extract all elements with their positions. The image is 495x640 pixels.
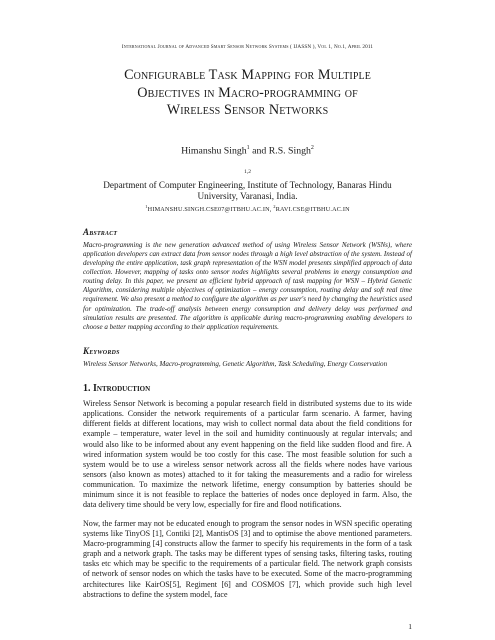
affiliation-line-2: University, Varanasi, India.: [197, 190, 298, 201]
section-1-paragraph-1: Wireless Sensor Network is becoming a popular research field in distributed systems due to its wide applications. Consider the network requirements of a particular farm scenario. A farmer, having different fields at different locations, may wish to collect normal data about the field conditions for example – temperature, water level in the soil and humidity continuously at regular intervals; and would also like to be informed about any event happening on the field like sudden flood and fire. A wired information system would be too costly for this case. The most feasible solution for such a system would be to use a wireless sensor network across all the fields where nodes have various sensors (also known as motes) attached to it for taking the measurements and a radio for wireless communication. To maximize the network lifetime, energy consumption by batteries should be minimum since it is not feasible to replace the batteries of nodes once deployed in farm. Also, the data delivery time should be very low, especially for fire and flood notifications.: [83, 398, 412, 510]
email-1: HIMANSHU.SINGH.CSE07@ITBHU.AC.IN,: [147, 205, 274, 213]
author-list: [83, 145, 412, 156]
email-2: RAVI.CSE@ITBHU.AC.IN: [275, 205, 350, 213]
page-number: 1: [408, 622, 412, 631]
abstract-text: Macro-programming is the new generation advanced method of using Wireless Sensor Network (WSNs), where application developers can extract data from sensor nodes through a high level abstraction of the system. Instead of developing the entire application, task graph representation of the WSN model presents simplified approach of data collection. However, mapping of tasks onto sensor nodes highlights several problems in energy consumption and routing delay. In this paper, we present an efficient hybrid approach of task mapping for WSN – Hybrid Genetic Algorithm, considering multiple objectives of optimization – energy consumption, routing delay and soft real time requirement. We also present a method to configure the algorithm as per user's need by changing the heuristics used for optimization. The trade-off analysis between energy consumption and delivery delay was performed and simulation results are presented. The algorithm is applicable during macro-programming enabling developers to choose a better mapping according to their application requirements.: [83, 240, 412, 331]
title-line-2: Objectives in Macro-programming of: [137, 84, 358, 101]
email-2-sup: 2: [273, 203, 276, 209]
email-1-sup: 1: [145, 203, 148, 209]
affiliation-line-1-text: Department of Computer Engineering, Institute of Technology, Banaras Hindu: [103, 179, 392, 190]
abstract-heading: Abstract: [83, 226, 118, 237]
author-1: Himanshu Singh: [181, 144, 247, 156]
section-1-heading: 1. Introduction: [83, 382, 151, 394]
section-1-paragraph-2: Now, the farmer may not be educated enough to program the sensor nodes in WSN specific operating systems like TinyOS [1], Contiki [2], MantisOS [3] and to optimise the above mentioned parameters. Macro-programming [4] constructs allow the farmer to specify his requirements in the form of a task graph and a network graph. The tasks may be different types of sensing tasks, filtering tasks, routing tasks etc which may be specific to the requirements of a particular field. The network graph consists of network of sensor nodes on which the tasks have to be executed. Some of the macro-programming architectures like KairOS[5], Regiment [6] and COSMOS [7], which provide such high level abstractions to define the system model, face: [83, 518, 412, 599]
title-line-1: Configurable Task Mapping for Multiple: [124, 67, 371, 83]
paper-title: [83, 67, 412, 120]
title-line-3: Wireless Sensor Networks: [166, 102, 329, 118]
author-2: R.S. Singh: [268, 144, 311, 156]
affiliation: [83, 167, 412, 202]
keywords-heading: Keywords: [83, 345, 120, 356]
affiliation-sup: 1,2: [244, 168, 251, 175]
affiliation-line-1: [83, 167, 412, 191]
author-joiner: and: [249, 144, 269, 156]
journal-header: International Journal of Advanced Smart Sensor Network Systems ( IJASSN ), Vol 1, No.1, April 2011: [121, 44, 374, 50]
author-2-sup: 2: [310, 144, 314, 151]
author-emails: [83, 204, 412, 213]
keywords-text: Wireless Sensor Networks, Macro-programming, Genetic Algorithm, Task Scheduling, Energy Conservation: [83, 359, 388, 368]
author-1-sup: 1: [246, 144, 250, 151]
